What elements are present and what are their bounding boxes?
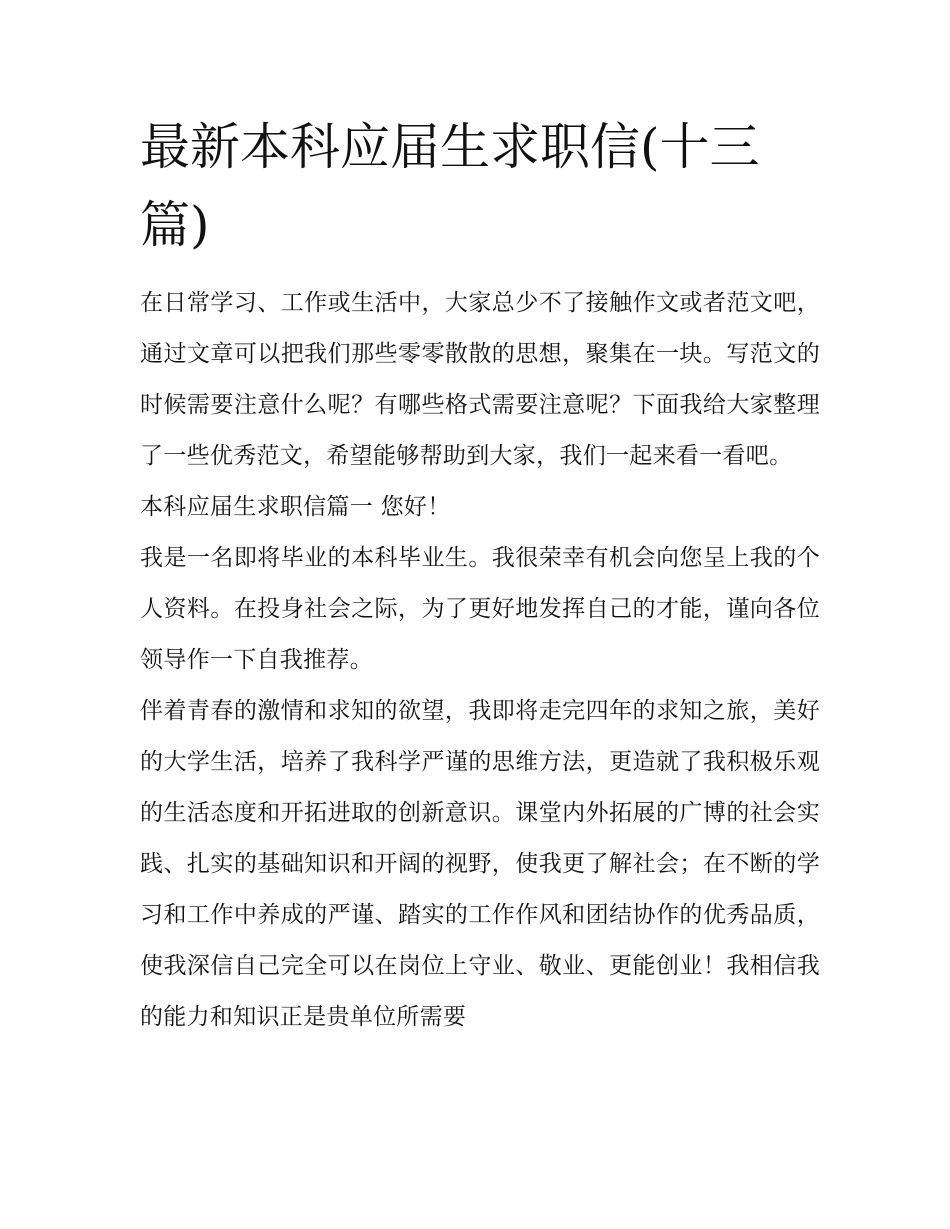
letter-paragraph-2: 伴着青春的激情和求知的欲望，我即将走完四年的求知之旅，美好的大学生活，培养了我科学严谨的思维方法，更造就了我积极乐观的生活态度和开拓进取的创新意识。课堂内外拓展的广博的社会实践、扎实的基础知识和开阔的视野，使我更了解社会；在不断的学习和工作中养成的严谨、踏实的工作作风和团结协作的优秀品质，使我深信自己完全可以在岗位上守业、敬业、更能创业！我相信我的能力和知识正是贵单位所需要 — [140, 698, 820, 1030]
intro-paragraph: 在日常学习、工作或生活中，大家总少不了接触作文或者范文吧，通过文章可以把我们那些零零散散的思想，聚集在一块。写范文的时候需要注意什么呢？有哪些格式需要注意呢？下面我给大家整理了一些优秀范文，希望能够帮助到大家，我们一起来看一看吧。 — [140, 290, 820, 469]
document-body — [140, 278, 820, 1043]
document-title: 最新本科应届生求职信(十三篇) — [140, 118, 760, 254]
letter-paragraph-1: 我是一名即将毕业的本科毕业生。我很荣幸有机会向您呈上我的个人资料。在投身社会之际，为了更好地发挥自己的才能，谨向各位领导作一下自我推荐。 — [140, 545, 820, 673]
document-content — [140, 108, 820, 1043]
letter-heading-paragraph: 本科应届生求职信篇一 您好！ — [140, 494, 451, 520]
